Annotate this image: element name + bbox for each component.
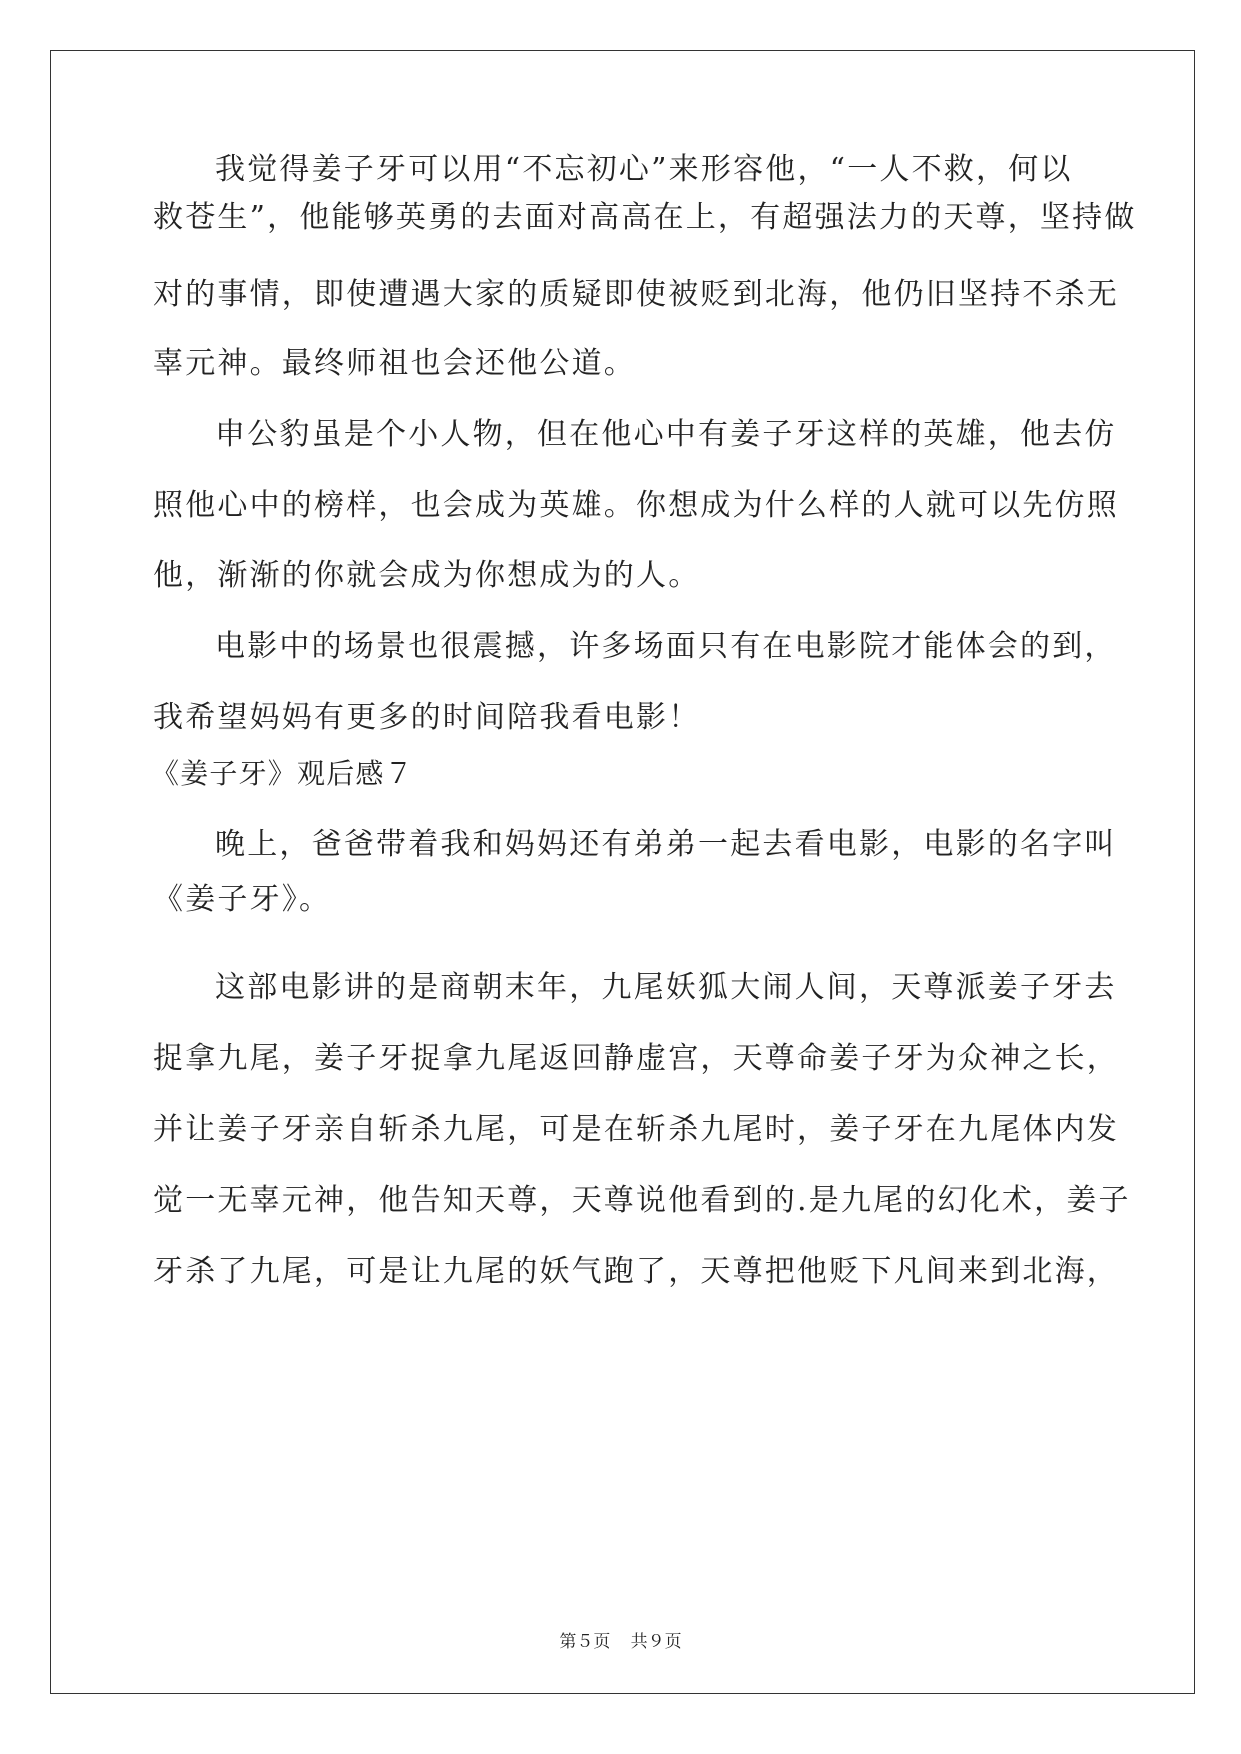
paragraph-line: 他，渐渐的你就会成为你想成为的人。 xyxy=(153,558,701,593)
paragraph-line: 申公豹虽是个小人物，但在他心中有姜子牙这样的英雄，他去仿 xyxy=(215,417,1117,452)
paragraph-line: 救苍生”，他能够英勇的去面对高高在上，有超强法力的天尊，坚持做 xyxy=(153,200,1137,235)
paragraph-line: 我觉得姜子牙可以用“不忘初心”来形容他，“一人不救，何以 xyxy=(215,152,1073,187)
page-total: 共９页 xyxy=(630,1632,682,1652)
paragraph-line: 并让姜子牙亲自斩杀九尾，可是在斩杀九尾时，姜子牙在九尾体内发 xyxy=(153,1112,1119,1147)
paragraph-line: 电影中的场景也很震撼，许多场面只有在电影院才能体会的到， xyxy=(215,629,1117,664)
paragraph-line: 《姜子牙》。 xyxy=(153,882,332,917)
paragraph-line: 照他心中的榜样，也会成为英雄。你想成为什么样的人就可以先仿照 xyxy=(153,488,1119,523)
paragraph-line: 捉拿九尾，姜子牙捉拿九尾返回静虚宫，天尊命姜子牙为众神之长， xyxy=(153,1041,1119,1076)
paragraph-line: 晚上，爸爸带着我和妈妈还有弟弟一起去看电影，电影的名字叫 xyxy=(215,827,1117,862)
paragraph-line: 觉一无辜元神，他告知天尊，天尊说他看到的.是九尾的幻化术，姜子 xyxy=(153,1183,1131,1218)
section-heading: 《姜子牙》观后感７ xyxy=(151,757,414,790)
paragraph-line: 牙杀了九尾，可是让九尾的妖气跑了，天尊把他贬下凡间来到北海， xyxy=(153,1254,1119,1289)
paragraph-line: 对的事情，即使遭遇大家的质疑即使被贬到北海，他仍旧坚持不杀无 xyxy=(153,277,1119,312)
page-number: 第５页 xyxy=(559,1632,611,1652)
page-footer xyxy=(0,1630,1241,1654)
paragraph-line: 这部电影讲的是商朝末年，九尾妖狐大闹人间，天尊派姜子牙去 xyxy=(215,970,1117,1005)
paragraph-line: 辜元神。最终师祖也会还他公道。 xyxy=(153,346,636,381)
paragraph-line: 我希望妈妈有更多的时间陪我看电影！ xyxy=(153,700,701,735)
